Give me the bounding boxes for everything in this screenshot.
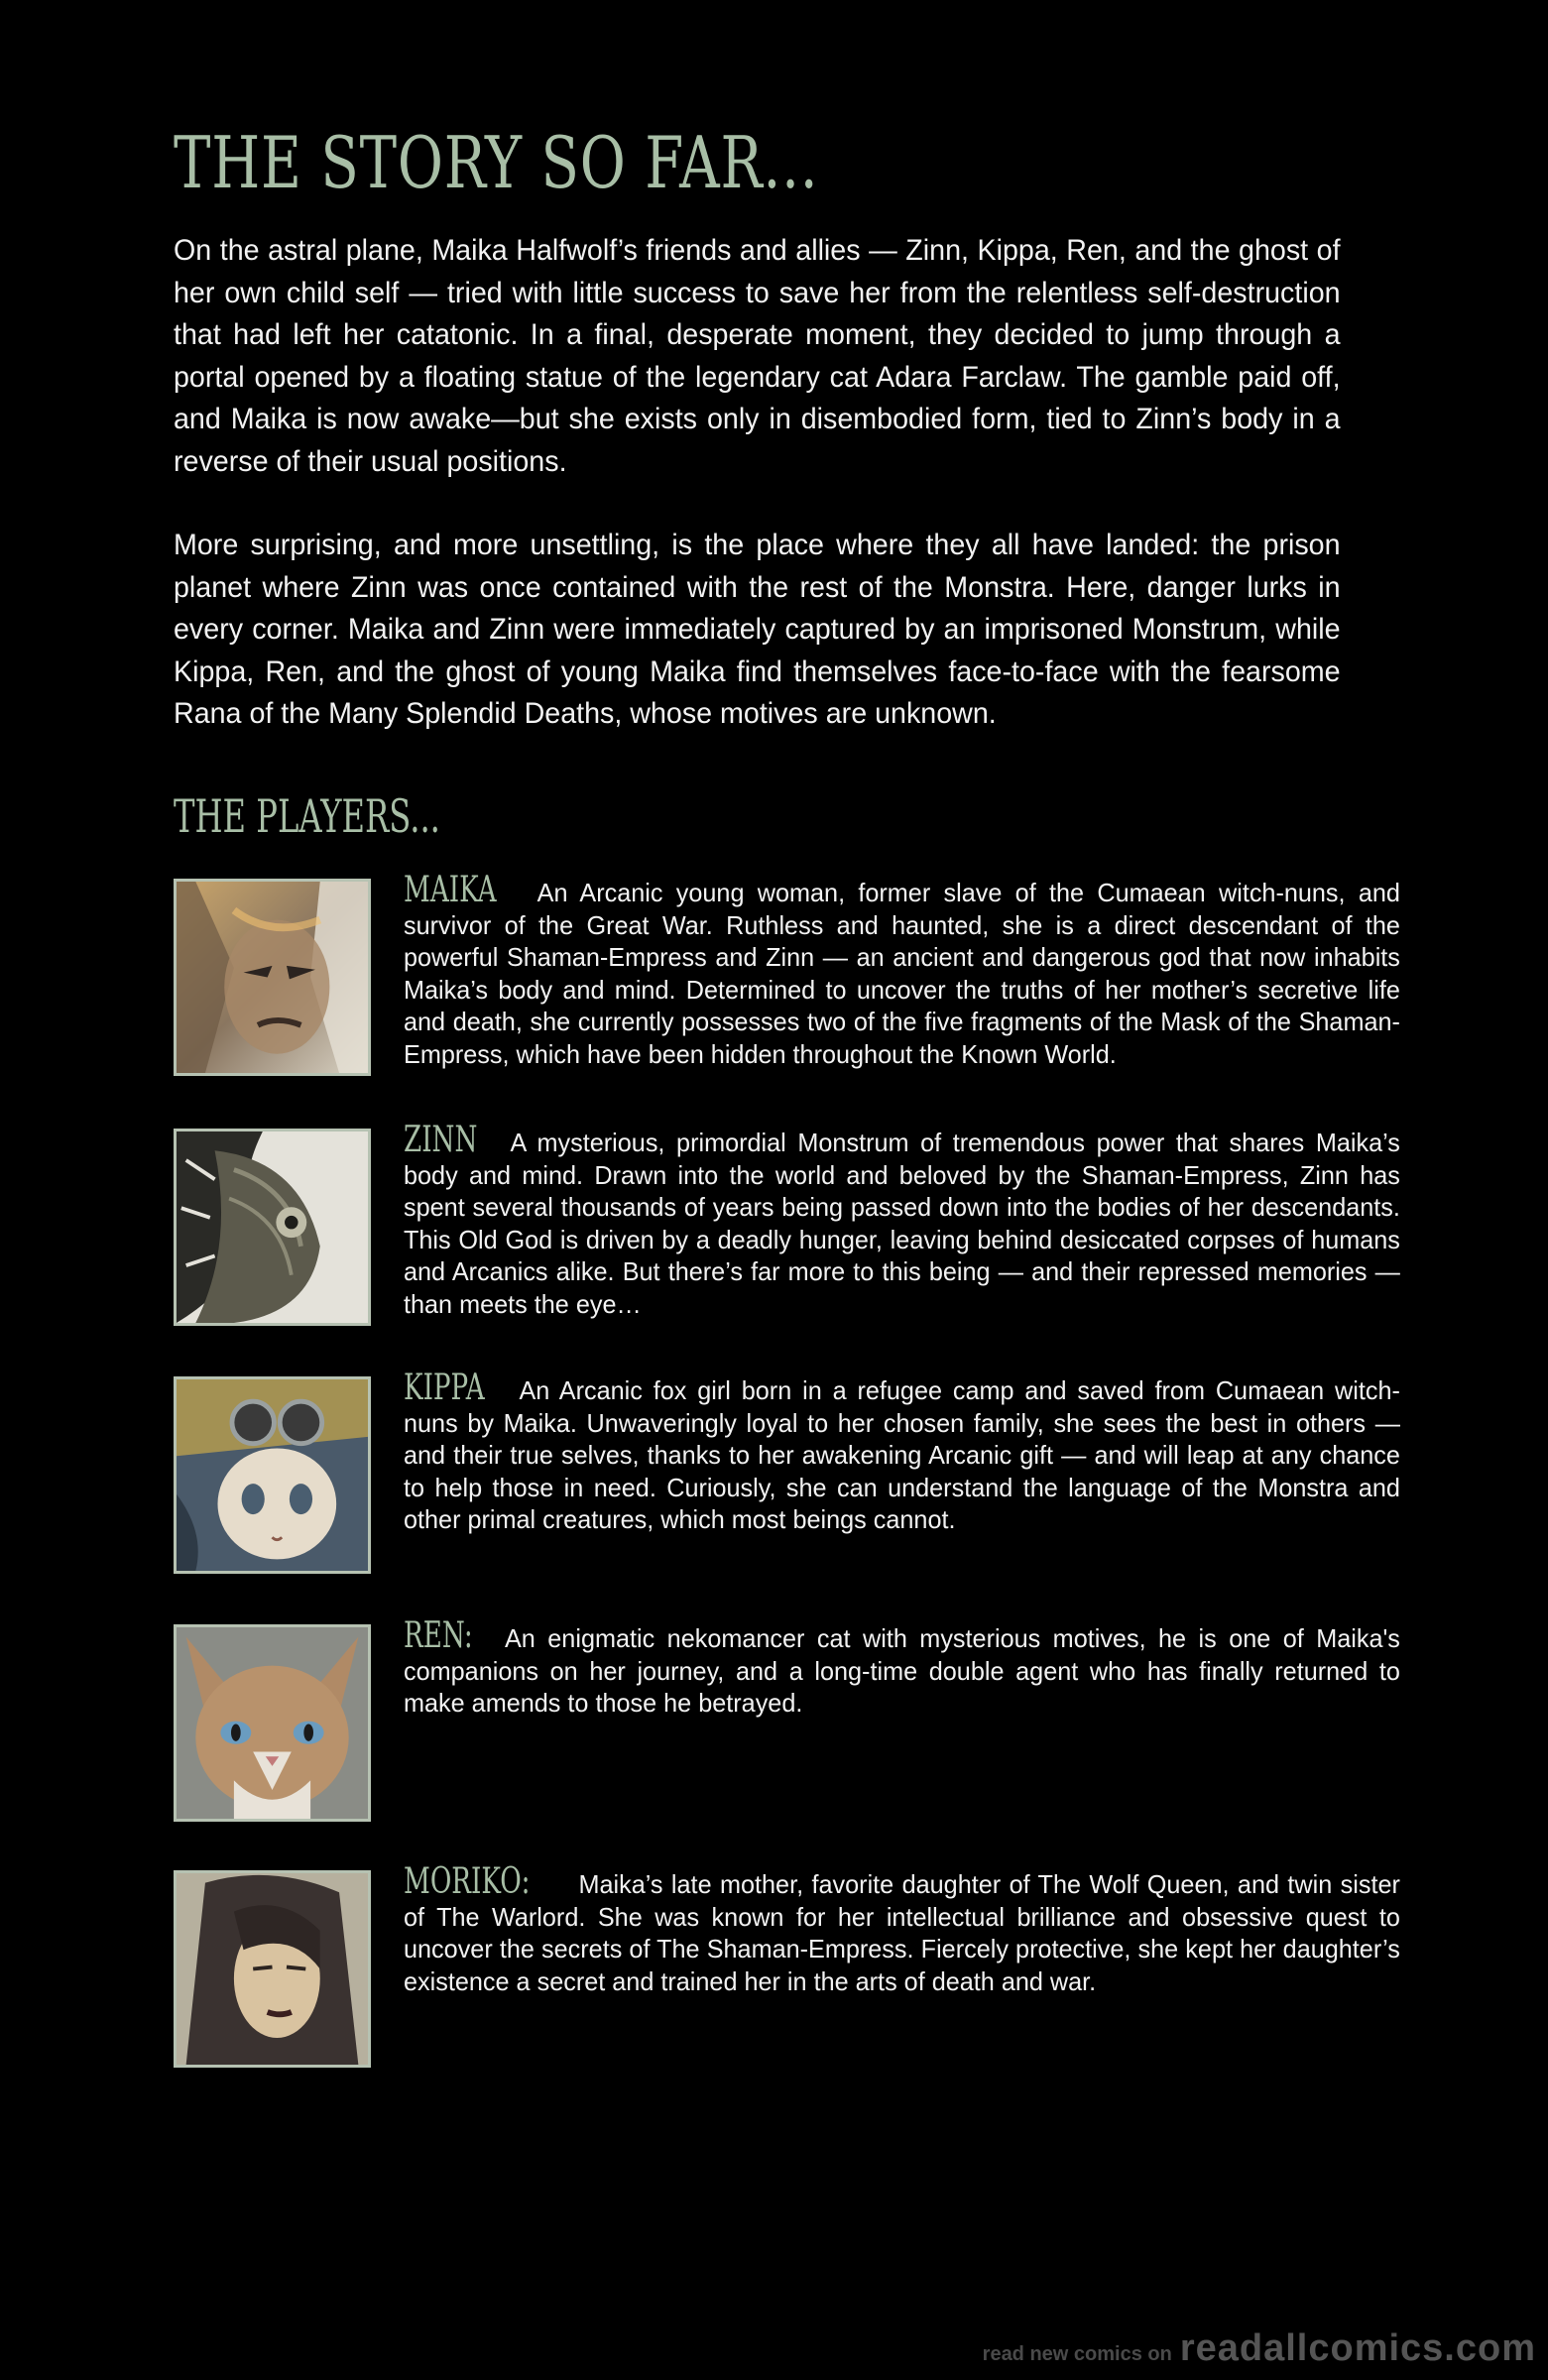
- player-text: An Arcanic young woman, former slave of the Cumaean witch-nuns, and survivor of the Great War. Ruthless and haunted, she is a direct descendant of the powerful Shaman-Empress and Zinn — an ancient and dangerous god that now inhabits Maika’s body and mind. Determined to uncover the truths of her mother’s secretive life and death, she currently possesses two of the five fragments of the Mask of the Shaman-Empress, which have been hidden throughout the Known World.: [404, 878, 1400, 1069]
- story-title: THE STORY SO FAR...: [174, 121, 819, 204]
- player-text: An Arcanic fox girl born in a refugee camp and saved from Cumaean witch-nuns by Maika. Unwaveringly loyal to her chosen family, she sees the best in others — and their true selves, thanks to her awakening Arcanic gift — and will leap at any chance to help those in need. Curiously, she can understand the language of the Monstra and other primal creatures, which most beings cannot.: [404, 1375, 1400, 1534]
- player-zinn: [174, 1120, 1400, 1332]
- moriko-portrait: [174, 1870, 371, 2068]
- story-paragraph: More surprising, and more unsettling, is the place where they all have landed: the prison planet where Zinn was once contained with the rest of the Monstra. Here, danger lurks in every corner. Maika and Zinn were immediately captured by an imprisoned Monstrum, while Kippa, Ren, and the ghost of young Maika find themselves face-to-face with the fearsome Rana of the Many Splendid Deaths, whose motives are unknown.: [174, 529, 1341, 730]
- maika-portrait: [174, 879, 371, 1076]
- site-watermark: [983, 2327, 1536, 2370]
- player-name: KIPPA: [404, 1368, 485, 1408]
- player-text: Maika’s late mother, favorite daughter of The Wolf Queen, and twin sister of The Warlord. She was known for her intellectual brilliance and obsessive quest to uncover the secrets of The Shaman-Empress. Fiercely protective, she kept her daughter’s existence a secret and trained her in the arts of death and war.: [404, 1869, 1400, 1996]
- zinn-portrait: [174, 1129, 371, 1326]
- player-text: An enigmatic nekomancer cat with mysterious motives, he is one of Maika's companions on her journey, and a long-time double agent who has finally returned to make amends to those he betrayed.: [404, 1623, 1400, 1718]
- player-kippa: [174, 1368, 1400, 1580]
- player-name: MORIKO:: [404, 1861, 531, 1902]
- player-text: A mysterious, primordial Monstrum of tremendous power that shares Maika’s body and mind. Drawn into the world and beloved by the Shaman-Empress, Zinn has spent several thousands of years being passed down into the bodies of her descendants. This Old God is driven by a deadly hunger, leaving behind desiccated corpses of humans and Arcanics alike. But there’s far more to this being — and their repressed memories — than meets the eye…: [404, 1128, 1400, 1319]
- player-name: MAIKA: [404, 870, 497, 910]
- kippa-description: [404, 1368, 1400, 1536]
- watermark-prefix: read new comics on: [982, 2343, 1172, 2365]
- story-summary: [174, 230, 1341, 777]
- story-paragraph: On the astral plane, Maika Halfwolf’s friends and allies — Zinn, Kippa, Ren, and the ghost of her own child self — tried with little success to save her from the relentless self-destruction that had left her catatonic. In a final, desperate moment, they decided to jump through a portal opened by a floating statue of the legendary cat Adara Farclaw. The gamble paid off, and Maika is now awake—but she exists only in disembodied form, tied to Zinn’s body in a reverse of their usual positions.: [174, 234, 1341, 478]
- watermark-site: readallcomics.com: [1179, 2327, 1536, 2369]
- ren-description: [404, 1615, 1400, 1720]
- maika-description: [404, 870, 1400, 1070]
- player-moriko: [174, 1861, 1400, 2074]
- kippa-portrait: [174, 1376, 371, 1574]
- players-title: THE PLAYERS...: [174, 789, 440, 843]
- moriko-description: [404, 1861, 1400, 1997]
- ren-portrait: [174, 1624, 371, 1822]
- player-maika: [174, 870, 1400, 1082]
- zinn-description: [404, 1120, 1400, 1320]
- player-ren: [174, 1615, 1400, 1828]
- player-name: REN:: [404, 1615, 473, 1656]
- player-name: ZINN: [404, 1120, 478, 1160]
